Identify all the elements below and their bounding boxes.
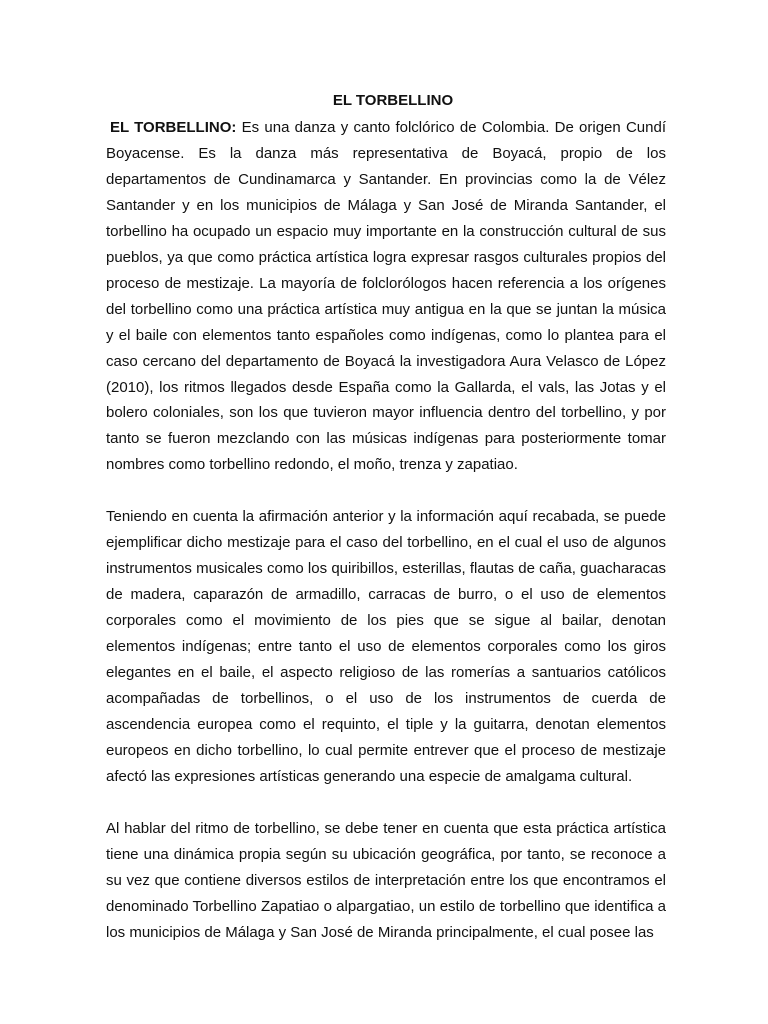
paragraph-3: Al hablar del ritmo de torbellino, se debe tener en cuenta que esta práctica artística tiene una dinámica propia según su ubicación geográfica, por tanto, se reconoce a su vez que contiene diversos estilos de interpretación entre los que encontramos el denominado Torbellino Zapatiao o alpargatiao, un estilo de torbellino que identifica a los municipios de Málaga y San José de Miranda principalmente, el cual posee las (106, 819, 666, 941)
document-title: EL TORBELLINO (332, 92, 454, 109)
document-page (106, 88, 666, 946)
paragraph-1-text: Es una danza y canto folclórico de Colombia. De origen Cundí Boyacense. Es la danza más representativa de Boyacá, propio de los departamentos de Cundinamarca y Santander. En provincias como la de Vélez Santander y en los municipios de Málaga y San José de Miranda Santander, el torbellino ha ocupado un espacio muy importante en la construcción cultural de sus pueblos, ya que como práctica artística logra expresar rasgos culturales propios del proceso de mestizaje. La mayoría de folclorólogos hacen referencia a los orígenes del torbellino como una práctica artística muy antigua en la que se juntan la música y el baile con elementos tanto españoles como indígenas, como lo plantea para el caso cercano del departamento de Boyacá la investigadora Aura Velasco de López (2010), los ritmos llegados desde España como la Gallarda, el vals, las Jotas y el bolero coloniales, son los que tuvieron mayor influencia dentro del torbellino, y por tanto se fueron mezclando con las músicas indígenas para posteriormente tomar nombres como torbellino redondo, el moño, trenza y zapatiao. (106, 119, 667, 474)
paragraph-2: Teniendo en cuenta la afirmación anterior y la información aquí recabada, se puede ejemplificar dicho mestizaje para el caso del torbellino, en el cual el uso de algunos instrumentos musicales como los quiribillos, esterillas, flautas de caña, guacharacas de madera, caparazón de armadillo, carracas de burro, o el uso de elementos corporales como el movimiento de los pies que se sigue al bailar, denotan elementos indígenas; entre tanto el uso de elementos corporales como los giros elegantes en el baile, el aspecto religioso de las romerías a santuarios católicos acompañadas de torbellinos, o el uso de los instrumentos de cuerda de ascendencia europea como el requinto, el tiple y la guitarra, denotan elementos europeos en dicho torbellino, lo cual permite entrever que el proceso de mestizaje afectó las expresiones artísticas generando una especie de amalgama cultural. (106, 508, 666, 785)
paragraph-1-lead: EL TORBELLINO: (110, 119, 237, 136)
paragraph-1 (106, 115, 666, 478)
